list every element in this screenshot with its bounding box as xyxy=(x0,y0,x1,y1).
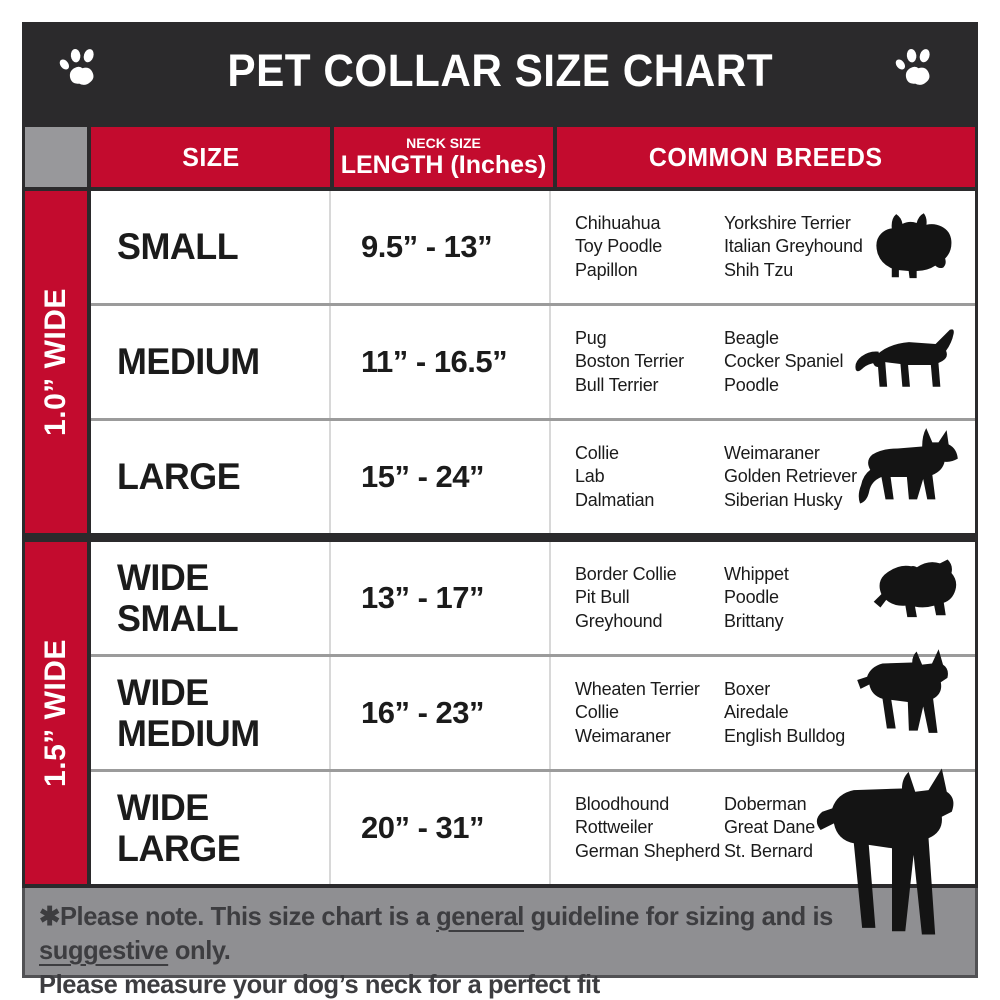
size-name: WIDE SMALL xyxy=(117,556,239,639)
column-header-breeds-label: COMMON BREEDS xyxy=(649,141,883,172)
size-name: SMALL xyxy=(117,226,239,268)
size-table xyxy=(22,120,978,888)
section-1-0-wide-band xyxy=(25,191,87,533)
table-row-medium xyxy=(91,306,975,418)
page-title: PET COLLAR SIZE CHART xyxy=(227,45,773,96)
column-header-neck-subtitle: NECK SIZE xyxy=(406,135,481,152)
note-line-1: ✱Please note. This size chart is a general guideline for sizing and is suggestive only. xyxy=(39,901,840,965)
table-row-wide-small xyxy=(91,542,975,654)
corner-block xyxy=(25,127,87,187)
breeds-list: Bloodhound Rottweiler German Shepherd xyxy=(575,794,721,861)
bulldog-silhouette-icon xyxy=(867,552,963,642)
neck-range: 16” - 23” xyxy=(361,695,485,730)
neck-range: 11” - 16.5” xyxy=(361,344,508,379)
breeds-list: Border Collie Pit Bull Greyhound xyxy=(575,564,677,631)
column-header-size-label: SIZE xyxy=(181,141,240,172)
section-width-label: 1.5” WIDE xyxy=(39,639,72,787)
breeds-list: Whippet Poodle Brittany xyxy=(724,564,789,631)
column-header-row xyxy=(25,120,975,191)
breeds-list: Beagle Cocker Spaniel Poodle xyxy=(724,328,844,395)
title-bar xyxy=(22,22,978,120)
pet-collar-size-chart xyxy=(22,22,978,999)
neck-range: 20” - 31” xyxy=(361,810,485,845)
table-row-small xyxy=(91,191,975,303)
section-width-label: 1.0” WIDE xyxy=(39,288,72,436)
size-name: MEDIUM xyxy=(117,341,260,383)
size-name: WIDE LARGE xyxy=(117,786,241,869)
breeds-list: Pug Boston Terrier Bull Terrier xyxy=(575,328,684,395)
breeds-list: Chihuahua Toy Poodle Papillon xyxy=(575,213,663,280)
table-row-large xyxy=(91,421,975,533)
breeds-list: Doberman Great Dane St. Bernard xyxy=(724,794,816,861)
neck-range: 15” - 24” xyxy=(361,459,485,494)
paw-print-icon xyxy=(54,43,110,99)
column-header-breeds xyxy=(557,127,975,187)
note-line-2: Please measure your dog’s neck for a perfect fit xyxy=(39,968,600,999)
section-1-0-wide xyxy=(25,191,975,533)
underlined-word: general xyxy=(436,901,524,931)
breeds-list: Boxer Airedale English Bulldog xyxy=(724,679,846,746)
breeds-list: Weimaraner Golden Retriever Siberian Husky xyxy=(724,443,857,510)
section-divider xyxy=(25,533,975,542)
underlined-word: suggestive xyxy=(39,934,169,965)
section-1-5-wide-band xyxy=(25,542,87,884)
table-row-wide-large xyxy=(91,772,975,884)
size-name: WIDE MEDIUM xyxy=(117,671,260,754)
paw-print-icon xyxy=(890,43,946,99)
pitbull-silhouette-icon xyxy=(855,645,965,769)
neck-range: 13” - 17” xyxy=(361,580,485,615)
column-header-neck xyxy=(334,127,553,187)
column-header-size xyxy=(91,127,330,187)
section-1-5-wide xyxy=(25,542,975,884)
table-row-wide-medium xyxy=(91,657,975,769)
breeds-list: Collie Lab Dalmatian xyxy=(575,443,655,510)
size-name: LARGE xyxy=(117,456,241,498)
dachshund-silhouette-icon xyxy=(847,326,971,402)
breeds-list: Yorkshire Terrier Italian Greyhound Shih Tzu xyxy=(724,213,863,280)
pomeranian-silhouette-icon xyxy=(865,207,963,287)
column-header-neck-title: LENGTH (Inches) xyxy=(340,150,547,179)
breeds-list: Wheaten Terrier Collie Weimaraner xyxy=(575,679,700,746)
german-shepherd-silhouette-icon xyxy=(857,425,969,529)
neck-range: 9.5” - 13” xyxy=(361,229,493,264)
doberman-silhouette-icon xyxy=(809,766,975,962)
